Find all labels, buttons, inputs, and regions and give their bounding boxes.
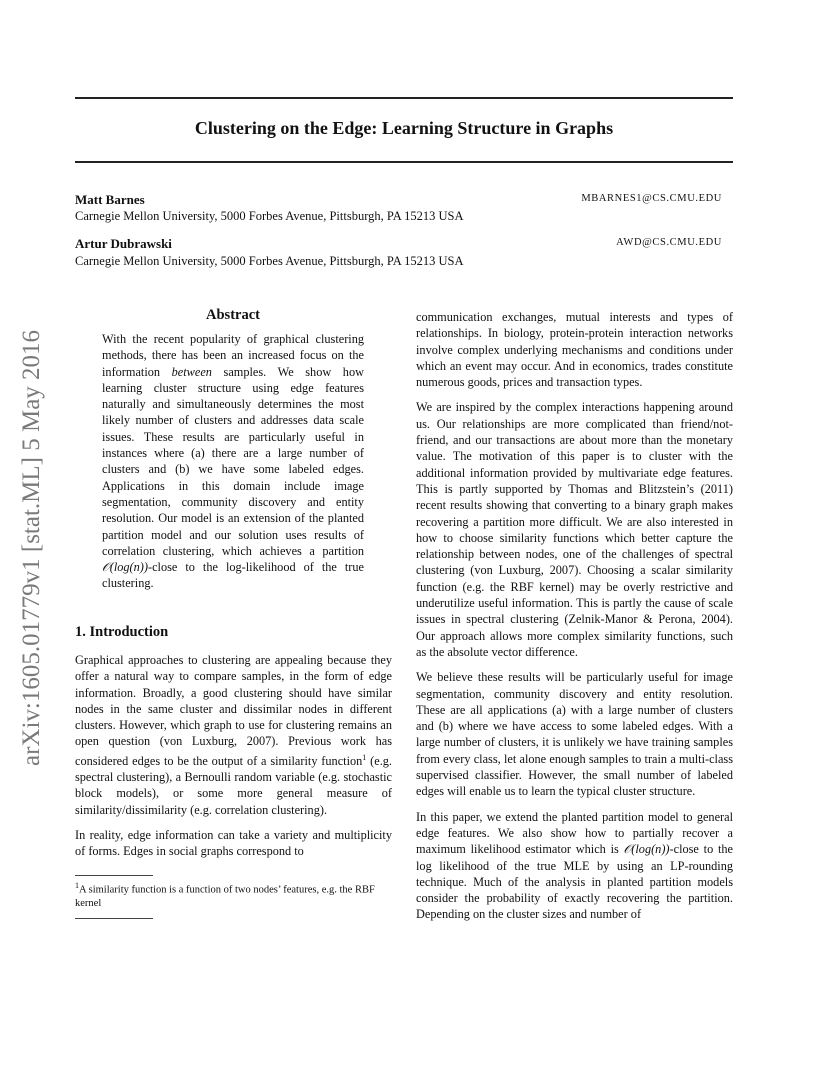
footnote-rule: [75, 918, 153, 919]
author-name: Artur Dubrawski: [75, 236, 172, 251]
right-column: [416, 309, 733, 932]
emphasis: between: [171, 364, 212, 379]
author-affiliation: Carnegie Mellon University, 5000 Forbes Avenue, Pittsburgh, PA 15213 USA: [75, 209, 464, 223]
footnote-rule: [75, 875, 153, 876]
abstract-heading: Abstract: [206, 307, 260, 323]
paragraph: We believe these results will be particularly useful for image segmentation, community discovery and entity resolution. These are all applications (a) with a large number of clusters and (b) where we have access to some labeled edges. With a large number of clusters, it is unlikely we have training samples from every class, let alone enough samples to train a multi-class supervised classifier. However, the small number of labeled edges will enable us to learn the typical cluster structure.: [416, 670, 733, 799]
paragraph: We are inspired by the complex interactions happening around us. Our relationships are more complicated than friend/not-friend, and our transactions are about more than the monetary value. The motivation of this paper is to cluster with the additional information provided by multivariate edge features. This is partly supported by Thomas and Blitzstein’s (2011) recent results showing that converting to a binary graph makes recovering a partition more difficult. We are also interested in how to choose similarity functions which better capture the relationship between nodes, one of the challenges of spectral clustering (von Luxburg, 2007). Choosing a scalar similarity function (e.g. the RBF kernel) may be overly restrictive and underutilize useful information. This is partly the cause of scale issues in spectral clustering (Zelnik-Manor & Perona, 2004). Our approach allows more complex similarity functions, such as the absolute vector difference.: [416, 400, 733, 659]
paragraph: In reality, edge information can take a variety and multiplicity of forms. Edges in social graphs correspond to: [75, 828, 392, 859]
author-email: AWD@CS.CMU.EDU: [616, 237, 722, 248]
author-name: Matt Barnes: [75, 192, 145, 207]
math-expression: 𝒪(log(n)): [102, 560, 148, 575]
math-expression: 𝒪(log(n)): [623, 842, 670, 857]
title-rule-top: [75, 97, 733, 99]
arxiv-identifier: arXiv:1605.01779v1 [stat.ML] 5 May 2016: [18, 329, 45, 767]
left-column: [75, 652, 392, 869]
author-email: MBARNES1@CS.CMU.EDU: [581, 193, 722, 204]
author-affiliation: Carnegie Mellon University, 5000 Forbes Avenue, Pittsburgh, PA 15213 USA: [75, 254, 464, 268]
title-rule-bottom: [75, 161, 733, 163]
paper-title: Clustering on the Edge: Learning Structure in Graphs: [194, 118, 614, 138]
footnote-marker: 1: [362, 752, 367, 762]
paragraph: Graphical approaches to clustering are appealing because they offer a natural way to compare samples, in the form of edge information. Broadly, a good clustering should have similar nodes in the same cluster and dissimilar nodes in different clusters. However, which graph to use for clustering remains an open question (von Luxburg, 2007). Previous work has considered edges to be the output of a similarity function$^1$ (e.g. spectral clustering), a Bernoulli random variable (e.g. stochastic block models), or some more general measure of similarity/dissimilarity (e.g. correlation clustering).: [75, 653, 392, 817]
paragraph: communication exchanges, mutual interests and types of relationships. In biology, protein-protein interaction networks involve complex underlying mechanisms and conditions under which an event may occur. And in economics, trades constitute numerous goods, prices and transaction types.: [416, 310, 733, 390]
section-heading: 1. Introduction: [75, 624, 169, 640]
footnote: $^1$A similarity function is a function of two nodes’ features, e.g. the RBF kernel: [75, 881, 375, 909]
paragraph: In this paper, we extend the planted partition model to general edge features. We also show how to partially recover a maximum likelihood estimator which is 𝒪(log(n))-close to the log likelihood of the true MLE by using an LP-rounding technique. Much of the analysis in planted partition models consider the probability of exactly recovering the partition. Depending on the cluster sizes and number of: [416, 809, 733, 922]
abstract-text: With the recent popularity of graphical clustering methods, there has been an increased focus on the information between samples. We show how learning cluster structure using edge features naturally and simultaneously determines the most likely number of clusters and addresses data scale issues. These results are particularly useful in instances where (a) there are a large number of clusters and (b) we have some labeled edges. Applications in this domain include image segmentation, community discovery and entity resolution. Our model is an extension of the planted partition model and our solution uses results of correlation clustering, which achieves a partition 𝒪(log(n))-close to the log-likelihood of the true clustering.: [102, 332, 364, 591]
